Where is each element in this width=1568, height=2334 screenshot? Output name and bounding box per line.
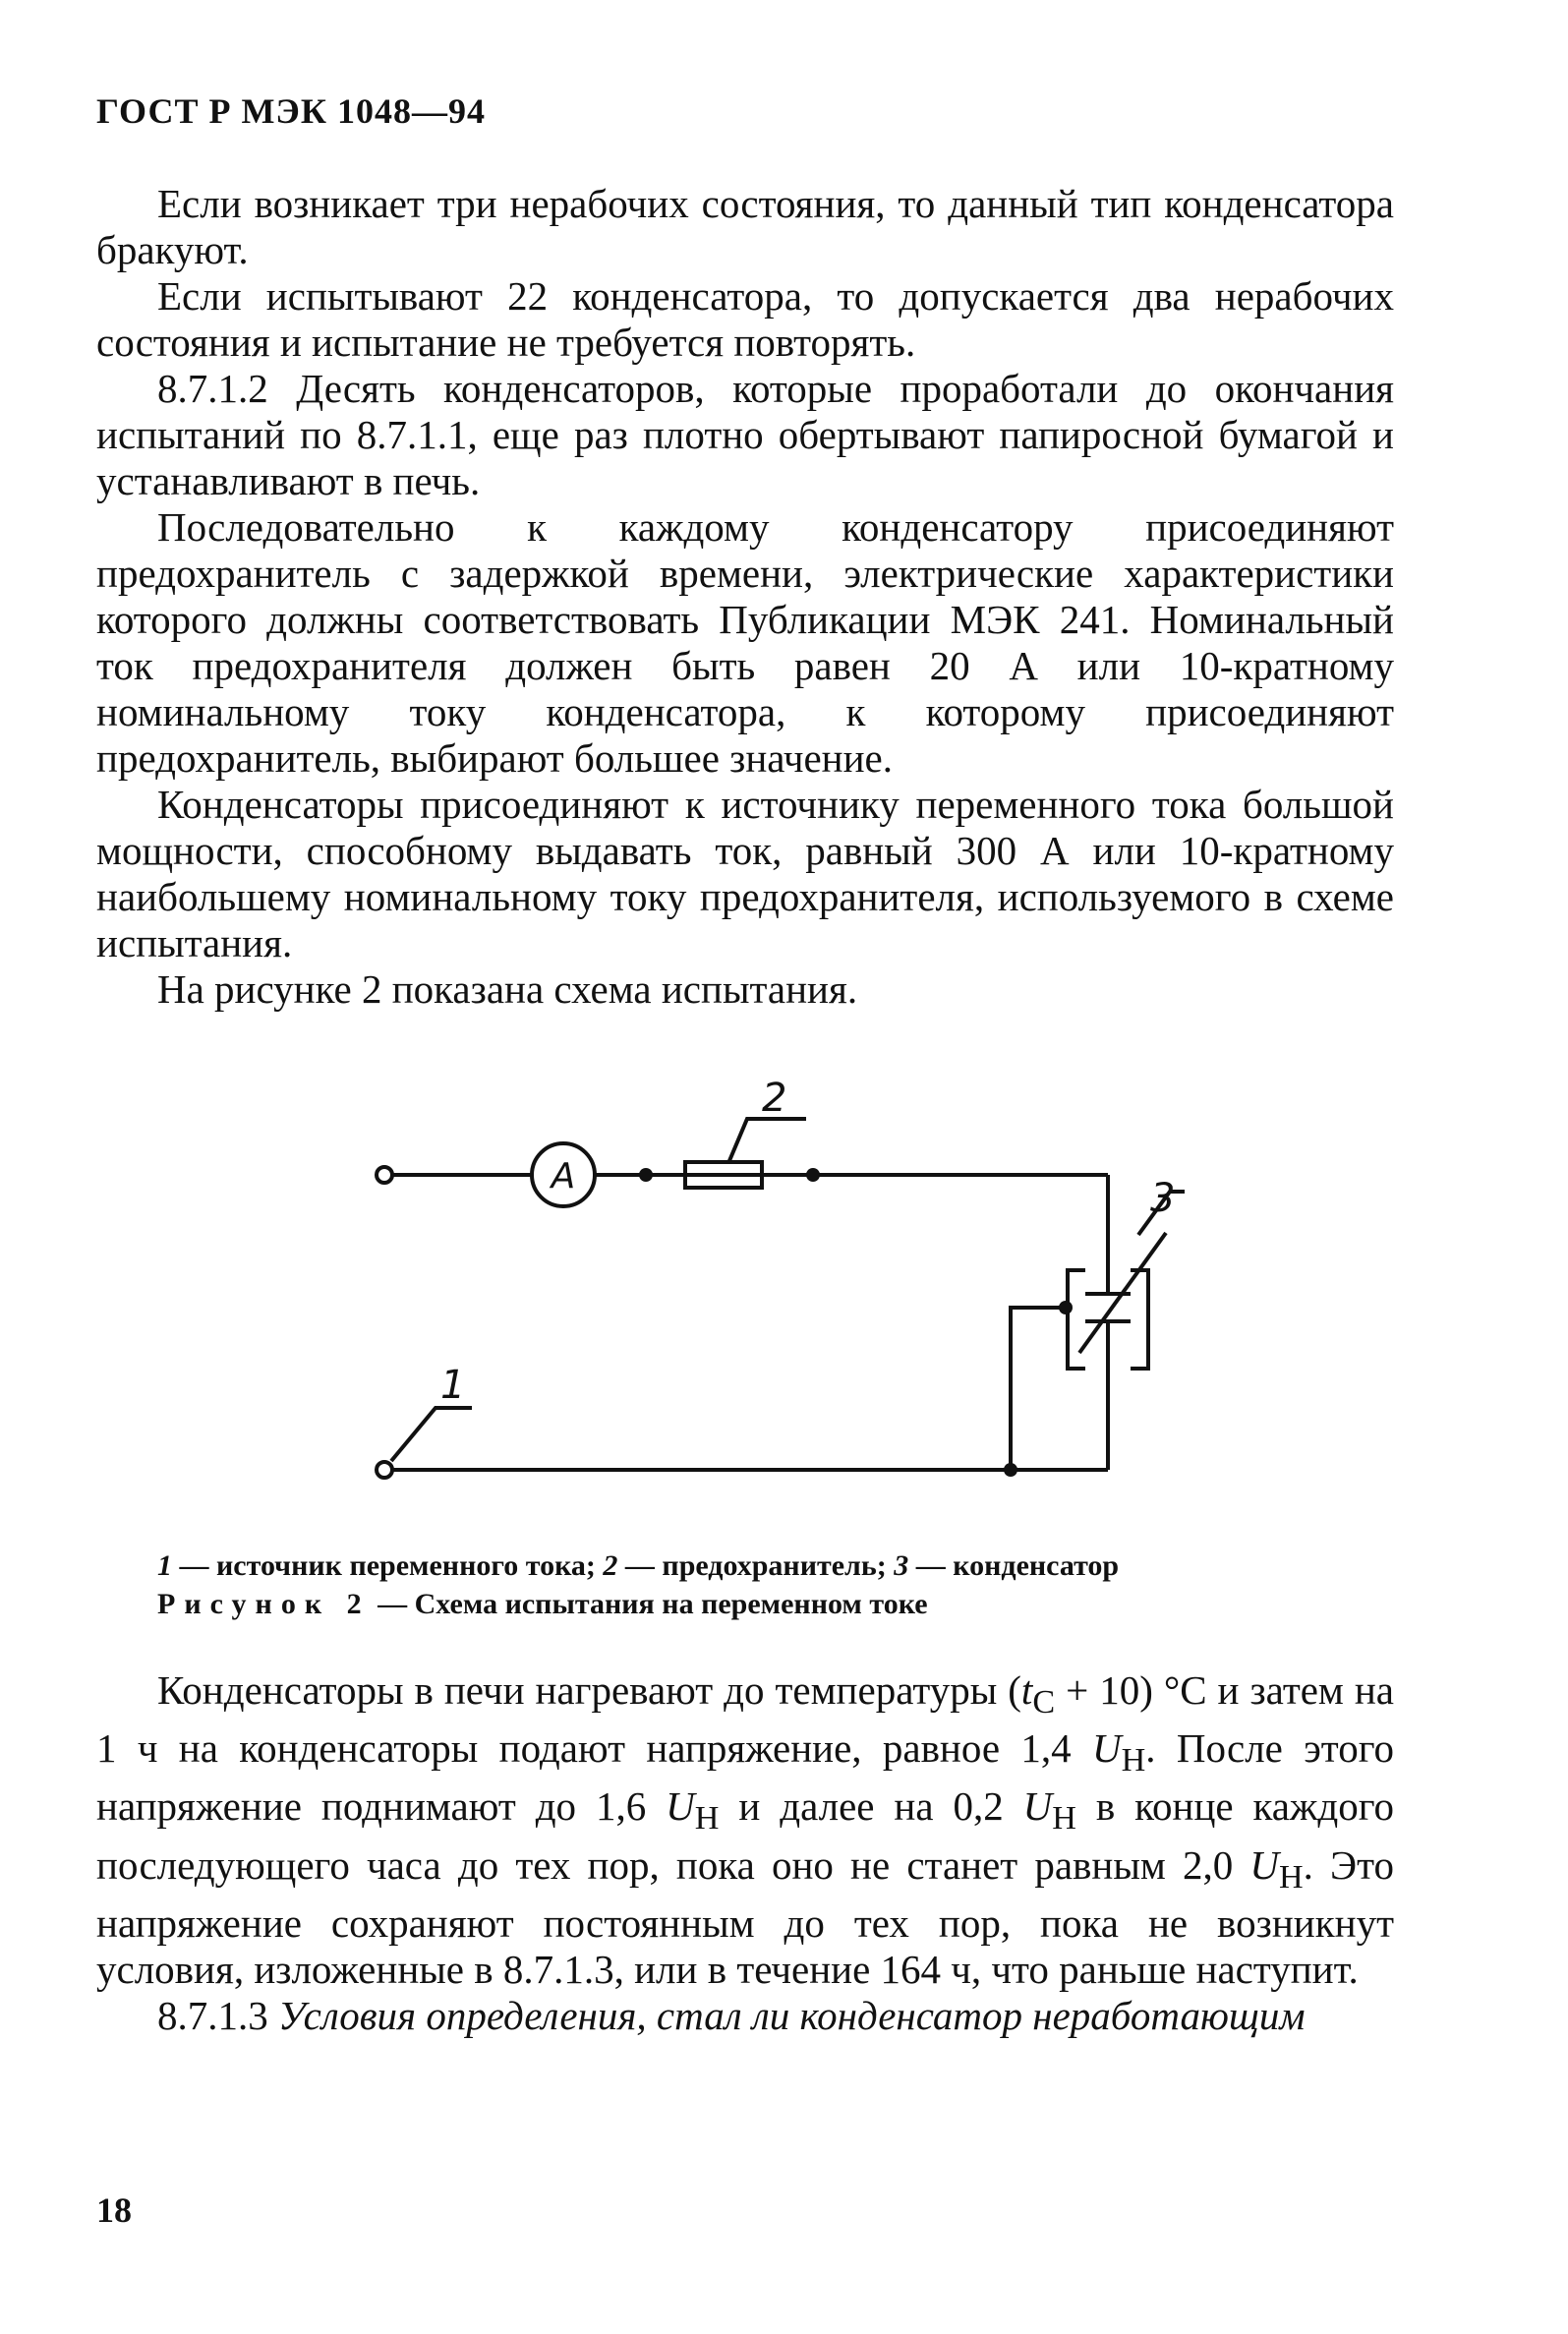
callout-source: 1 <box>440 1363 466 1408</box>
figure-caption: Рисунок 2 — Схема испытания на переменном токе <box>157 1588 928 1620</box>
page-number: 18 <box>96 2190 132 2230</box>
callout-capacitor: 3 <box>1150 1176 1176 1221</box>
paragraph-fuse: Последовательно к каждому конденсатору присоединяют предохранитель с задержкой времени, электрические характеристики которого должны соответствовать Публикации МЭК 241. Номинальный ток предохранителя должен быть равен 20 А или 10-кратному номинальному току конденсатора, к которому присоединяют предохранитель, выбирают большее значение. <box>96 504 1394 781</box>
figure-legend: 1 — источник переменного тока; 2 — предохранитель; 3 — конденсатор <box>157 1549 1120 1582</box>
document-header: ГОСТ Р МЭК 1048—94 <box>96 91 486 131</box>
paragraph-8-7-1-2: 8.7.1.2 Десять конденсаторов, которые проработали до окончания испытаний по 8.7.1.1, еще раз плотно обертывают папиросной бумагой и устанавливают в печь. <box>96 366 1394 503</box>
paragraph-rejection: Если возникает три нерабочих состояния, то данный тип конденсатора бракуют. <box>96 181 1394 272</box>
paragraph-power-source: Конденсаторы присоединяют к источнику переменного тока большой мощности, способному выдавать ток, равный 300 А или 10-кратному наибольшему номинальному току предохранителя, используемого в схеме испытания. <box>96 782 1394 965</box>
section-heading-8-7-1-3: 8.7.1.3 Условия определения, стал ли конденсатор неработающим <box>157 1992 1306 2038</box>
paragraph-figure-ref: На рисунке 2 показана схема испытания. <box>157 966 858 1012</box>
source-terminal-top <box>377 1167 392 1183</box>
bottom-text-block <box>96 1667 1394 2039</box>
callout-fuse: 2 <box>762 1076 787 1121</box>
source-terminal-bottom <box>377 1462 392 1478</box>
paragraph-heating: Конденсаторы в печи нагревают до температуры $(t_С + 10)$ °С и затем на 1 ч на конденсаторы подают напряжение, равное 1,4 $U_Н$. После этого напряжение поднимают до 1,6 $U_Н$ и далее на 0,2 $U_Н$ в конце каждого последующего часа до тех пор, пока оно не станет равным 2,0 $U_Н$. Это напряжение сохраняют постоянным до тех пор, пока не возникнут условия, изложенные в 8.7.1.3, или в течение 164 ч, что раньше наступит. <box>96 1667 1395 1992</box>
ammeter-label: A <box>551 1156 576 1196</box>
paragraph-22-capacitors: Если испытывают 22 конденсатора, то допускается два нерабочих состояния и испытание не требуется повторять. <box>96 273 1394 365</box>
